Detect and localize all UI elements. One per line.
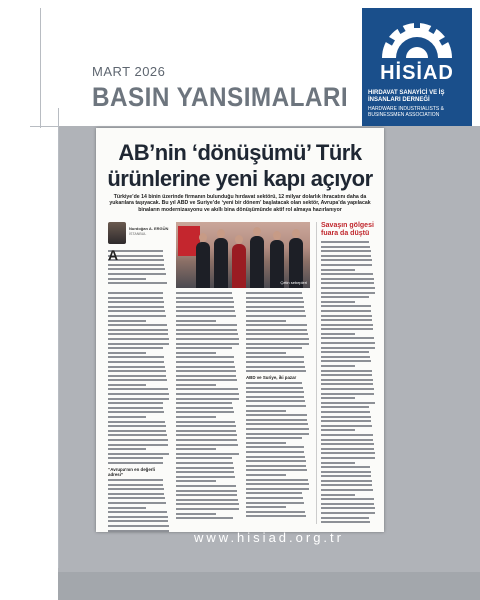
text-line <box>176 352 216 354</box>
text-line <box>176 356 234 358</box>
text-line <box>321 356 370 358</box>
text-line <box>246 419 307 421</box>
text-line <box>176 384 216 386</box>
text-line <box>321 484 372 486</box>
text-line <box>108 268 165 270</box>
text-line <box>321 250 371 252</box>
text-line <box>176 434 237 436</box>
text-line <box>108 484 163 486</box>
text-line <box>321 443 374 445</box>
text-line <box>321 241 369 243</box>
text-line <box>246 433 309 435</box>
text-line <box>246 343 309 345</box>
text-line <box>108 416 146 418</box>
text-line <box>176 306 234 308</box>
text-line <box>321 360 371 362</box>
text-line <box>321 264 372 266</box>
text-line <box>246 366 305 368</box>
text-line <box>108 430 166 432</box>
text-line <box>176 499 238 501</box>
text-line <box>246 483 309 485</box>
text-line <box>108 507 146 509</box>
text-line <box>108 434 167 436</box>
person <box>232 244 246 288</box>
article-column <box>176 292 240 524</box>
text-line <box>321 489 373 491</box>
article-sidebar <box>316 222 376 524</box>
text-line <box>176 476 235 478</box>
text-line <box>108 361 164 363</box>
text-line <box>246 428 309 430</box>
text-line <box>176 471 234 473</box>
text-line <box>176 324 237 326</box>
text-line <box>176 379 237 381</box>
text-line <box>176 462 233 464</box>
text-line <box>176 297 233 299</box>
text-line <box>321 411 370 413</box>
text-line <box>176 388 238 390</box>
text-line <box>246 423 308 425</box>
text-line <box>176 513 216 515</box>
text-line <box>108 520 168 522</box>
text-line <box>246 292 302 294</box>
text-line <box>321 397 355 399</box>
text-line <box>321 462 355 464</box>
text-line <box>108 366 165 368</box>
drop-cap: A <box>108 247 119 263</box>
clipping-headline: AB’nin ‘dönüşümü’ Türk <box>118 140 362 165</box>
text-line <box>176 457 232 459</box>
text-line <box>108 502 166 504</box>
text-line <box>321 365 355 367</box>
text-line <box>176 485 236 487</box>
text-line <box>246 400 305 402</box>
text-line <box>321 466 370 468</box>
text-line <box>246 387 303 389</box>
person <box>214 238 228 288</box>
text-line <box>108 493 164 495</box>
article-subhead: ABD ve Suriye, iki pazar <box>246 375 297 381</box>
text-line <box>321 282 374 284</box>
text-line <box>176 370 236 372</box>
text-line <box>321 402 375 404</box>
text-line <box>108 292 163 294</box>
text-line <box>321 315 372 317</box>
text-line <box>176 503 239 505</box>
gear-logo-icon <box>378 16 456 60</box>
text-line <box>176 517 233 519</box>
text-line <box>246 460 306 462</box>
text-line <box>246 414 307 416</box>
text-line <box>108 388 168 390</box>
text-line <box>108 448 146 450</box>
text-line <box>108 338 169 340</box>
text-line <box>108 407 163 409</box>
text-line <box>246 506 286 508</box>
text-line <box>321 374 372 376</box>
text-line <box>321 319 372 321</box>
text-line <box>321 324 373 326</box>
text-line <box>321 512 375 514</box>
text-line <box>176 430 236 432</box>
text-line <box>321 471 371 473</box>
text-line <box>321 259 372 261</box>
text-line <box>108 439 168 441</box>
article-photo <box>176 222 310 288</box>
text-line <box>176 494 237 496</box>
text-line <box>108 310 165 312</box>
text-line <box>108 379 167 381</box>
text-line <box>321 494 355 496</box>
text-line <box>176 347 232 349</box>
text-line <box>246 352 286 354</box>
text-line <box>321 342 375 344</box>
text-line <box>246 301 304 303</box>
text-line <box>176 315 236 317</box>
text-line <box>176 343 239 345</box>
background-base <box>58 572 480 600</box>
text-line <box>176 421 235 423</box>
text-line <box>246 315 306 317</box>
text-line <box>246 320 286 322</box>
text-line <box>246 442 286 444</box>
text-line <box>321 269 355 271</box>
text-line <box>108 264 164 266</box>
text-line <box>321 448 374 450</box>
text-line <box>108 315 166 317</box>
text-line <box>246 333 308 335</box>
text-line <box>176 467 234 469</box>
text-line <box>176 490 237 492</box>
text-line <box>321 429 355 431</box>
text-line <box>246 347 302 349</box>
text-line <box>246 511 305 513</box>
text-line <box>321 255 371 257</box>
text-line <box>321 333 355 335</box>
text-line <box>246 329 307 331</box>
text-line <box>108 393 169 395</box>
text-line <box>246 324 307 326</box>
text-line <box>176 480 216 482</box>
text-line <box>321 434 373 436</box>
text-line <box>108 488 164 490</box>
text-line <box>246 297 303 299</box>
author-location: İSTANBUL <box>129 232 147 236</box>
text-line <box>108 301 164 303</box>
text-line <box>246 361 304 363</box>
text-line <box>108 273 166 275</box>
article-column <box>246 292 310 524</box>
text-line <box>321 337 374 339</box>
text-line <box>108 333 168 335</box>
text-line <box>176 402 232 404</box>
text-line <box>176 416 216 418</box>
text-line <box>321 310 371 312</box>
text-line <box>176 292 232 294</box>
text-line <box>321 393 374 395</box>
text-line <box>246 396 304 398</box>
text-line <box>321 292 375 294</box>
clipping-headline: ürünlerine yeni kapı açıyor <box>107 166 373 191</box>
text-line <box>108 306 164 308</box>
frame-line <box>40 8 41 128</box>
text-line <box>246 370 306 372</box>
text-line <box>176 310 235 312</box>
logo-subtitle-en: HARDWARE INDUSTRIALISTS & BUSINESSMEN ASSOCIATION <box>368 106 444 118</box>
text-line <box>246 474 286 476</box>
text-line <box>321 328 373 330</box>
text-line <box>321 351 369 353</box>
text-line <box>246 451 304 453</box>
person <box>250 236 264 288</box>
article-subhead: “Avrupa’nın en değerli adresi” <box>108 466 155 477</box>
text-line <box>176 393 239 395</box>
text-line <box>321 406 369 408</box>
text-line <box>108 457 163 459</box>
text-line <box>108 278 146 280</box>
text-line <box>246 456 305 458</box>
text-line <box>176 375 236 377</box>
text-line <box>176 338 239 340</box>
article-column <box>108 292 170 524</box>
text-line <box>108 352 146 354</box>
text-line <box>108 347 163 349</box>
text-line <box>108 497 165 499</box>
text-line <box>176 439 237 441</box>
text-line <box>176 508 239 510</box>
text-line <box>108 320 146 322</box>
text-line <box>321 521 370 523</box>
page-title: BASIN YANSIMALARI <box>92 82 349 112</box>
person <box>196 242 210 288</box>
text-line <box>321 347 375 349</box>
text-line <box>246 469 307 471</box>
sidebar-title: Savaşın gölgesi fuara da düştü <box>321 222 374 237</box>
text-line <box>108 425 166 427</box>
text-line <box>321 388 374 390</box>
text-line <box>321 383 373 385</box>
newspaper-clipping <box>96 128 384 532</box>
text-line <box>246 437 302 439</box>
text-line <box>321 517 369 519</box>
logo-name: HİSİAD <box>380 62 454 84</box>
text-line <box>321 278 374 280</box>
author-name: Nurdoğan A. ERGÜN <box>129 226 169 231</box>
text-line <box>246 391 304 393</box>
text-line <box>321 507 375 509</box>
text-line <box>108 297 163 299</box>
text-line <box>176 398 239 400</box>
text-line <box>246 410 286 412</box>
text-line <box>108 411 164 413</box>
text-line <box>321 498 374 500</box>
text-line <box>321 379 373 381</box>
text-line <box>321 273 373 275</box>
text-line <box>176 366 235 368</box>
text-line <box>246 446 304 448</box>
text-line <box>246 310 305 312</box>
text-line <box>321 457 375 459</box>
text-line <box>321 452 375 454</box>
photo-caption: Çetin sebepleri <box>280 280 307 285</box>
text-line <box>108 462 163 464</box>
article-column <box>108 247 170 290</box>
text-line <box>321 439 373 441</box>
text-line <box>246 515 306 517</box>
text-line <box>176 301 234 303</box>
text-line <box>108 525 169 527</box>
website-url[interactable]: www.hisiad.org.tr <box>194 530 344 545</box>
text-line <box>108 324 167 326</box>
text-line <box>108 421 165 423</box>
text-line <box>108 384 146 386</box>
text-line <box>176 333 238 335</box>
text-line <box>176 444 238 446</box>
text-line <box>321 480 372 482</box>
author-photo <box>108 222 126 244</box>
text-line <box>321 503 374 505</box>
text-line <box>176 453 239 455</box>
text-line <box>246 497 303 499</box>
issue-date: MART 2026 <box>92 64 166 79</box>
text-line <box>108 511 167 513</box>
text-line <box>176 329 237 331</box>
text-line <box>321 287 375 289</box>
text-line <box>176 361 234 363</box>
text-line <box>108 282 167 284</box>
text-line <box>108 329 168 331</box>
text-line <box>108 516 168 518</box>
text-line <box>321 301 355 303</box>
text-line <box>246 382 302 384</box>
text-line <box>321 475 371 477</box>
text-line <box>246 502 304 504</box>
text-line <box>176 425 236 427</box>
text-line <box>246 465 306 467</box>
text-line <box>108 444 168 446</box>
hisiad-logo <box>362 8 472 126</box>
text-line <box>108 375 166 377</box>
text-line <box>246 488 309 490</box>
text-line <box>246 356 304 358</box>
text-line <box>108 343 169 345</box>
text-line <box>321 425 372 427</box>
text-line <box>176 411 234 413</box>
clipping-deck: Türkiye’de 14 binin üzerinde firmanın bulunduğu hırdavat sektörü, 12 milyar dolarlık ihracatını daha da yukarılara taşıyacak. Bu yıl ABD ve Suriye’de ‘yeni bir dönem’ başlatacak olan sektör, Avrupa’da yapılacak binaların modernizasyonu ve akıllı bina dönüşümünde aktif rol almaya hazırlanıyor <box>109 194 371 213</box>
text-line <box>108 370 166 372</box>
text-line <box>321 370 372 372</box>
text-line <box>246 479 308 481</box>
text-line <box>176 407 233 409</box>
text-line <box>321 296 369 298</box>
text-line <box>246 492 302 494</box>
text-line <box>246 338 309 340</box>
text-line <box>108 356 164 358</box>
frame-line <box>58 108 59 568</box>
text-line <box>108 479 163 481</box>
text-line <box>246 405 306 407</box>
text-line <box>321 416 371 418</box>
text-line <box>108 398 169 400</box>
text-line <box>176 320 216 322</box>
byline <box>108 222 168 246</box>
text-line <box>176 448 216 450</box>
text-line <box>246 306 304 308</box>
text-line <box>108 453 169 455</box>
text-line <box>108 402 163 404</box>
logo-subtitle-tr: HIRDAVAT SANAYİCİ VE İŞ İNSANLARI DERNEĞİ <box>368 90 445 103</box>
text-line <box>321 246 370 248</box>
text-line <box>321 305 371 307</box>
text-line <box>321 420 371 422</box>
